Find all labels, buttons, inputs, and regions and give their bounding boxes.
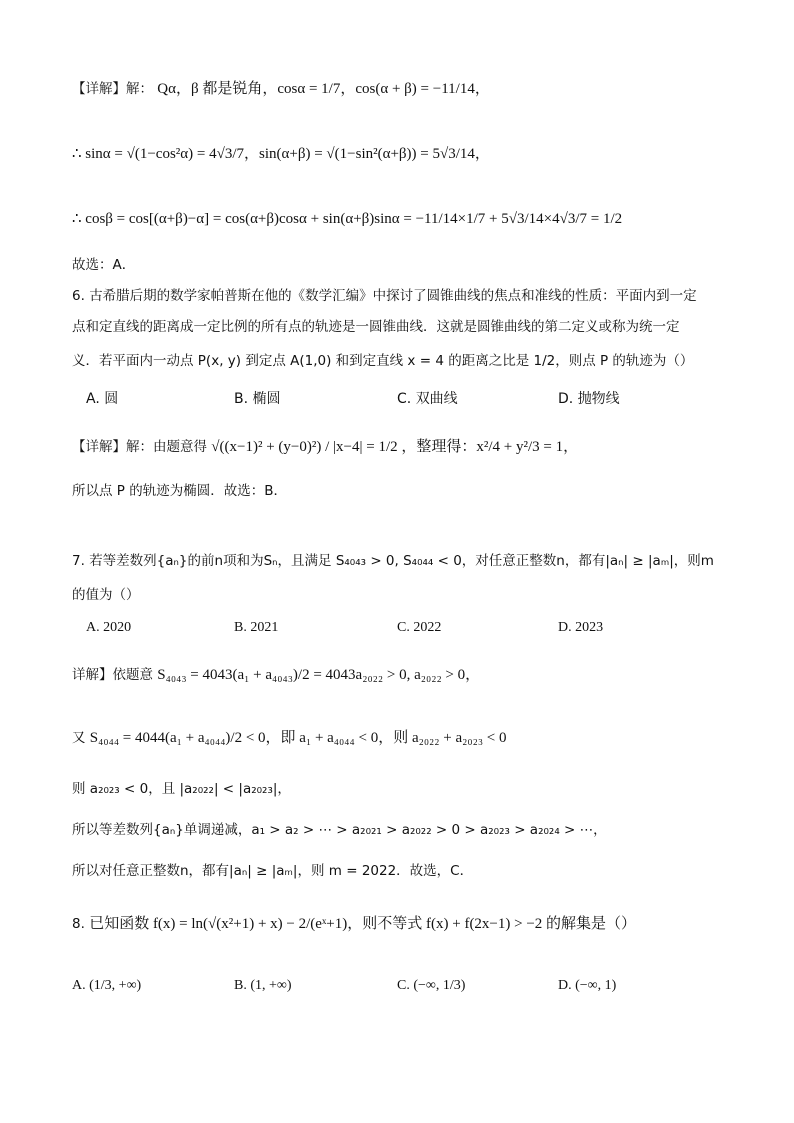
q7-solution-math-1: S₄₀₄₃ = 4043(a₁ + a₄₀₄₃)/2 = 4043a₂₀₂₂ > 0, a₂₀₂₂ > 0， [157,667,481,683]
q8-stem-line-1 [72,913,734,935]
q8-option-a [72,975,141,997]
q7-stem-text-1: 若等差数列{aₙ}的前n项和为Sₙ，且满足 S₄₀₄₃ > 0, S₄₀₄₄ < 0，对任意正整数n，都有|aₙ| ≥ |aₘ|，则m [89,553,714,569]
q7-stem-line-2: 的值为（） [72,587,140,603]
option-text: 2020 [103,620,132,635]
q6-option-d [558,388,620,410]
q6-stem-line-2: 点和定直线的距离成一定比例的所有点的轨迹是一圆锥曲线．这就是圆锥曲线的第二定义或称为统一定 [72,319,680,335]
q7-option-a [86,617,131,639]
option-letter: D. [558,391,574,407]
q7-solution-math-2: S₄₀₄₄ = 4044(a₁ + a₄₀₄₄)/2 < 0，即 a₁ + a₄₀₄₄ < 0，则 a₂₀₂₂ + a₂₀₂₃ < 0 [89,730,507,746]
q8-number: 8. [72,916,85,932]
q7-stem-line-1 [72,550,734,572]
q6-stem-text-1: 古希腊后期的数学家帕普斯在他的《数学汇编》中探讨了圆锥曲线的焦点和准线的性质：平面内到一定 [89,288,697,304]
q6-number: 6. [72,288,85,304]
option-text: 双曲线 [415,391,458,407]
option-letter: C. [397,978,410,993]
option-letter: D. [558,978,572,993]
q5-solution-intro: 解： [126,81,153,97]
q7-option-d [558,617,603,639]
q6-option-b [234,388,281,410]
q5-answer: 故选：A． [72,257,136,273]
q6-solution-math: √((x−1)² + (y−0)²) / |x−4| = 1/2 ，整理得：x²/4 + y²/3 = 1， [211,439,579,455]
q7-solution-line-1 [72,664,734,686]
option-letter: A. [86,620,100,635]
q7-number: 7. [72,553,85,569]
option-letter: A. [72,978,86,993]
option-text: 2023 [575,620,604,635]
q7-solution-label-2: 又 [72,730,86,746]
option-text: (1/3, +∞) [89,978,142,993]
q7-option-b [234,617,278,639]
q6-solution-line [72,436,734,458]
q7-solution-line-3: 则 a₂₀₂₃ < 0，且 |a₂₀₂₂| < |a₂₀₂₃|， [72,781,291,797]
q7-solution-line-5: 所以对任意正整数n，都有|aₙ| ≥ |aₘ|，则 m = 2022．故选，C． [72,863,474,879]
option-letter: A. [86,391,100,407]
detail-label: 【详解】 [72,439,126,455]
q7-option-c [397,617,441,639]
q6-option-a [86,388,118,410]
q8-stem-text-1: 已知函数 f(x) = ln(√(x²+1) + x) − 2/(eˣ+1)，则不等式 f(x) + f(2x−1) > −2 的解集是（） [89,916,637,932]
option-letter: B. [234,391,249,407]
option-letter: C. [397,620,410,635]
option-text: (−∞, 1/3) [413,978,466,993]
option-text: (−∞, 1) [575,978,617,993]
option-text: 圆 [104,391,119,407]
q5-solution-line-2: ∴ sinα = √(1−cos²α) = 4√3/7，sin(α+β) = √(1−sin²(α+β)) = 5√3/14， [72,146,490,162]
option-letter: B. [234,978,247,993]
q5-solution-line-3: ∴ cosβ = cos[(α+β)−α] = cos(α+β)cosα + sin(α+β)sinα = −11/14×1/7 + 5√3/14×4√3/7 = 1/2 [72,211,623,227]
option-text: 椭圆 [252,391,281,407]
q6-stem-line-3: 义．若平面内一动点 P(x, y) 到定点 A(1,0) 和到定直线 x = 4 的距离之比是 1/2，则点 P 的轨迹为（） [72,353,694,369]
option-letter: B. [234,620,247,635]
q6-option-c [397,388,458,410]
q8-option-d [558,975,616,997]
q7-solution-label: 详解】依题意 [72,667,153,683]
option-text: 2021 [250,620,279,635]
detail-label: 【详解】 [72,81,126,97]
q6-answer: 所以点 P 的轨迹为椭圆．故选：B． [72,483,287,499]
q7-solution-line-2 [72,727,734,749]
option-letter: D. [558,620,572,635]
q8-option-c [397,975,465,997]
q5-solution-line-1 [72,78,734,100]
option-text: 2022 [413,620,442,635]
q8-option-b [234,975,292,997]
option-letter: C. [397,391,412,407]
q5-solution-math-1: Qα，β 都是锐角，cosα = 1/7，cos(α + β) = −11/14， [157,81,490,97]
option-text: 抛物线 [577,391,620,407]
q6-stem-line-1 [72,285,734,307]
option-text: (1, +∞) [250,978,292,993]
q7-solution-line-4: 所以等差数列{aₙ}单调递减，a₁ > a₂ > ⋯ > a₂₀₂₁ > a₂₀₂₂ > 0 > a₂₀₂₃ > a₂₀₂₄ > ⋯， [72,822,607,838]
q6-solution-intro: 解：由题意得 [126,439,207,455]
